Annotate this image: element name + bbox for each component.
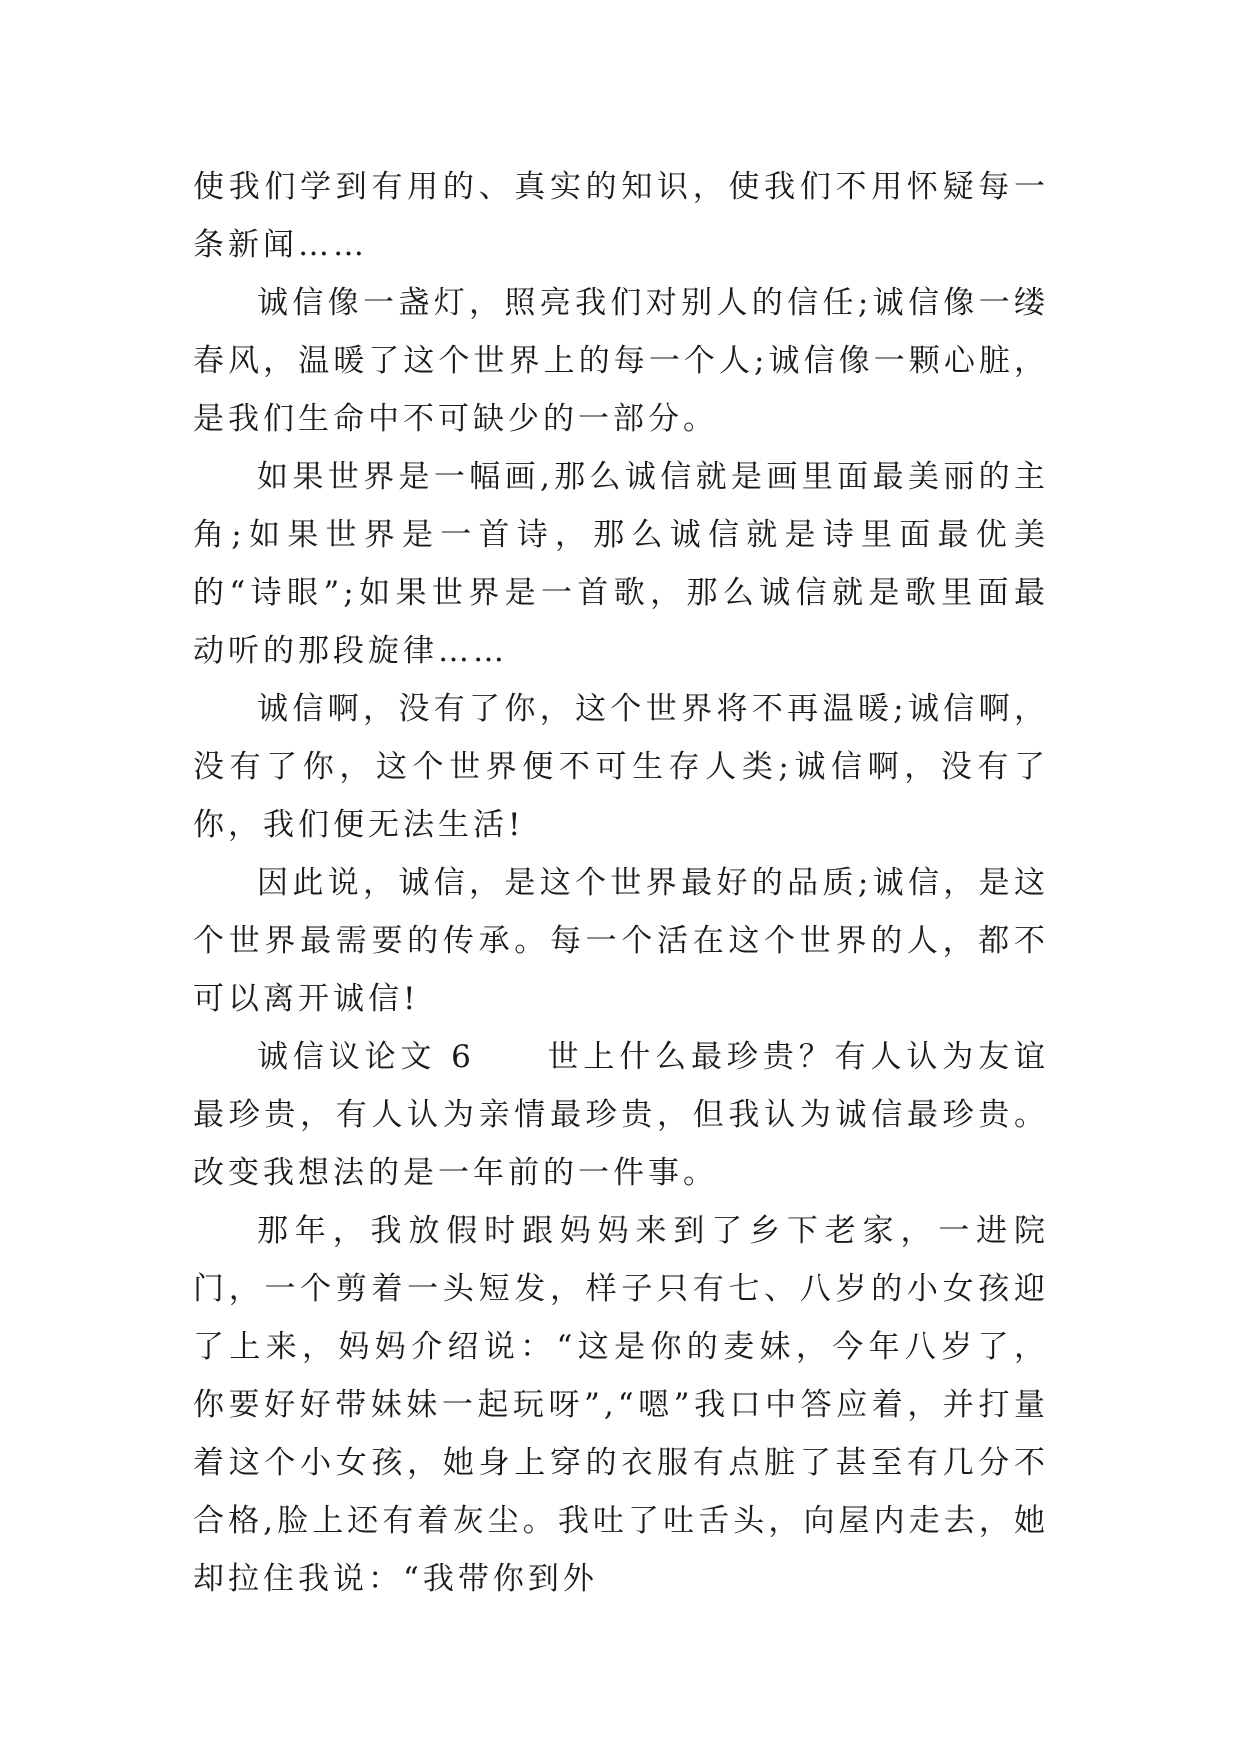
document-body — [193, 158, 1049, 1608]
paragraph-4: 诚信啊，没有了你，这个世界将不再温暖;诚信啊，没有了你，这个世界便不可生存人类;诚信啊，没有了你，我们便无法生活! — [193, 691, 1049, 843]
paragraph-6: 诚信议论文 6 世上什么最珍贵？有人认为友谊最珍贵，有人认为亲情最珍贵，但我认为诚信最珍贵。改变我想法的是一年前的一件事。 — [193, 1039, 1049, 1191]
paragraph-3: 如果世界是一幅画,那么诚信就是画里面最美丽的主角;如果世界是一首诗，那么诚信就是诗里面最优美的“诗眼”;如果世界是一首歌，那么诚信就是歌里面最动听的那段旋律…… — [193, 459, 1049, 669]
paragraph-7: 那年，我放假时跟妈妈来到了乡下老家，一进院门，一个剪着一头短发，样子只有七、八岁的小女孩迎了上来，妈妈介绍说：“这是你的麦妹，今年八岁了，你要好好带妹妹一起玩呀”,“嗯”我口中答应着，并打量着这个小女孩，她身上穿的衣服有点脏了甚至有几分不合格,脸上还有着灰尘。我吐了吐舌头，向屋内走去，她却拉住我说：“我带你到外 — [193, 1213, 1049, 1597]
paragraph-5: 因此说，诚信，是这个世界最好的品质;诚信，是这个世界最需要的传承。每一个活在这个世界的人，都不可以离开诚信! — [193, 865, 1049, 1017]
paragraph-2: 诚信像一盏灯，照亮我们对别人的信任;诚信像一缕春风，温暖了这个世界上的每一个人;诚信像一颗心脏，是我们生命中不可缺少的一部分。 — [193, 285, 1049, 437]
paragraph-1: 使我们学到有用的、真实的知识，使我们不用怀疑每一条新闻…… — [193, 169, 1049, 263]
